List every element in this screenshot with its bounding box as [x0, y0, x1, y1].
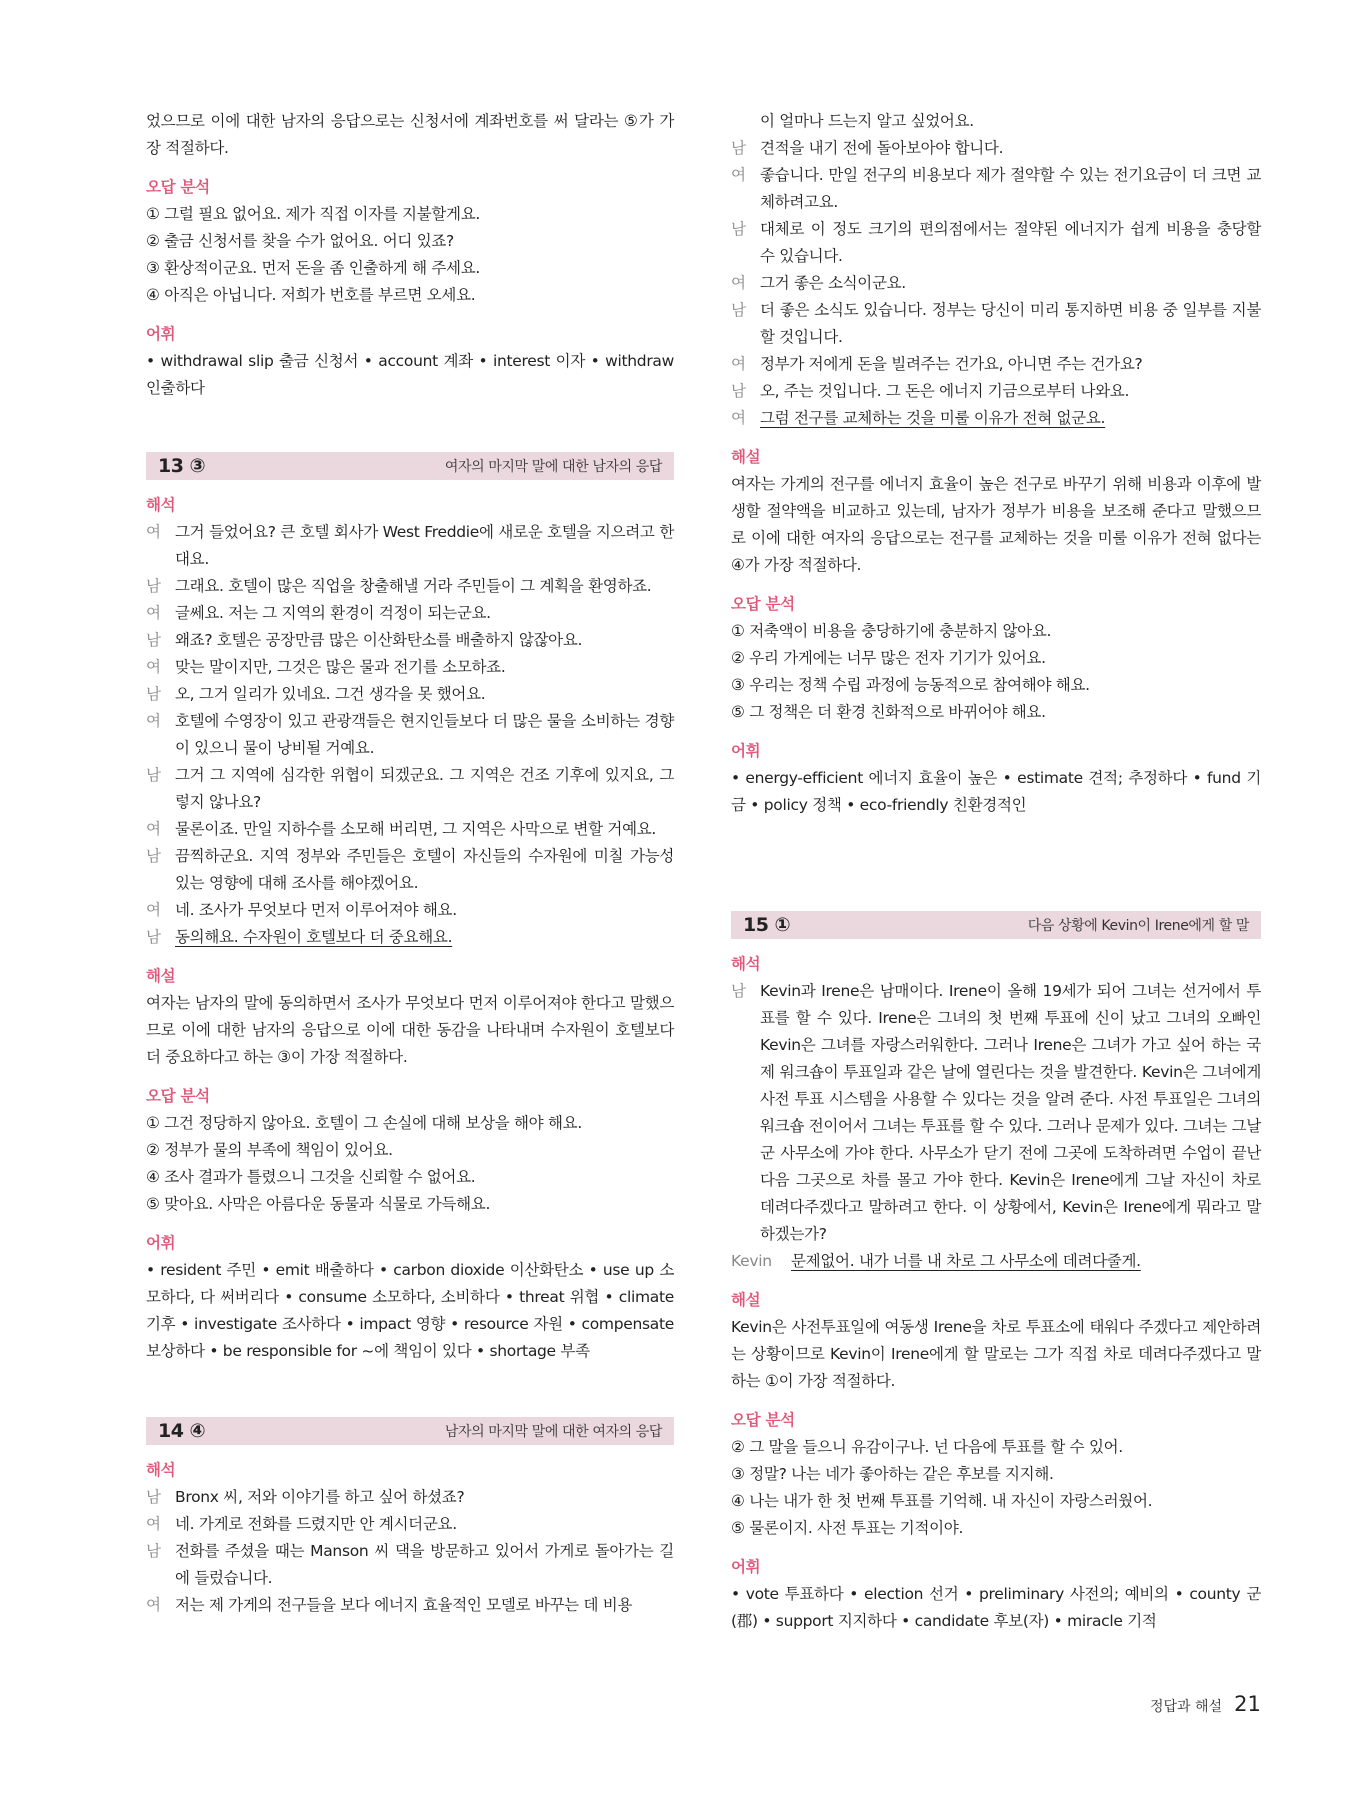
q15-vocab: • vote 투표하다 • election 선거 • preliminary 사전의; 예비의 • county 군(郡) • support 지지하다 • candidate 후보(자) • miracle 기적 — [731, 1585, 1261, 1630]
dialogue-line — [731, 108, 1261, 135]
speaker: 여 — [731, 166, 746, 184]
dialogue-line — [146, 1538, 674, 1592]
speaker: 여 — [146, 658, 161, 676]
q14-dialogue — [146, 1484, 674, 1619]
dialogue-line — [146, 762, 674, 816]
right-column — [731, 108, 1261, 1635]
dialogue-line — [146, 708, 674, 762]
speaker: 남 — [146, 847, 161, 865]
speaker: 남 — [146, 766, 161, 784]
answer-underlined: 문제없어. 내가 너를 내 차로 그 사무소에 데려다줄게. — [791, 1252, 1141, 1270]
utterance: 그거 좋은 소식이군요. — [760, 274, 906, 292]
q14-number: 14 ④ — [158, 1420, 206, 1442]
q13-wrong-2: ② 정부가 물의 부족에 책임이 있어요. — [146, 1141, 393, 1159]
q12-wrong-3: ③ 환상적이군요. 먼저 돈을 좀 인출하게 해 주세요. — [146, 259, 481, 277]
speaker: 남 — [146, 1542, 161, 1560]
q14-translation-heading: 해석 — [146, 1461, 176, 1479]
dialogue-line — [146, 843, 674, 897]
dialogue-line — [146, 816, 674, 843]
q15-wrong-3: ④ 나는 내가 한 첫 번째 투표를 기억해. 내 자신이 자랑스러웠어. — [731, 1492, 1153, 1510]
q13-vocab: • resident 주민 • emit 배출하다 • carbon dioxide 이산화탄소 • use up 소모하다, 다 써버리다 • consume 소모하다, 소비하다 • threat 위협 • climate 기후 • investigate 조사하다 • impact 영향 • resource 자원 • compensate 보상하다 • be responsible for ~에 책임이 있다 • shortage 부족 — [146, 1261, 674, 1360]
utterance: 그거 들었어요? 큰 호텔 회사가 West Freddie에 새로운 호텔을 지으려고 한대요. — [175, 523, 674, 568]
q15-number: 15 ① — [743, 914, 791, 936]
dialogue-line — [146, 600, 674, 627]
q12-vocab: • withdrawal slip 출금 신청서 • account 계좌 • interest 이자 • withdraw 인출하다 — [146, 352, 674, 397]
q13-wrong-4: ⑤ 맞아요. 사막은 아름다운 동물과 식물로 가득해요. — [146, 1195, 491, 1213]
speaker: 남 — [146, 577, 161, 595]
q14-explanation-heading: 해설 — [731, 448, 761, 466]
speaker: 남 — [146, 631, 161, 649]
speaker: 남 — [731, 382, 746, 400]
utterance: 전화를 주셨을 때는 Manson 씨 댁을 방문하고 있어서 가게로 돌아가는 길에 들렀습니다. — [175, 1542, 674, 1587]
utterance: 맞는 말이지만, 그것은 많은 물과 전기를 소모하죠. — [175, 658, 506, 676]
utterance: 오, 그거 일리가 있네요. 그건 생각을 못 했어요. — [175, 685, 486, 703]
utterance: 왜죠? 호텔은 공장만큼 많은 이산화탄소를 배출하지 않잖아요. — [175, 631, 583, 649]
speaker: 남 — [731, 139, 746, 157]
speaker: 남 — [731, 301, 746, 319]
q13-wrong-heading: 오답 분석 — [146, 1087, 210, 1105]
q15-title: 다음 상황에 Kevin이 Irene에게 할 말 — [1027, 918, 1249, 934]
q15-explanation-heading: 해설 — [731, 1291, 761, 1309]
speaker — [731, 108, 760, 135]
speaker: 여 — [146, 712, 161, 730]
answer-underlined: 동의해요. 수자원이 호텔보다 더 중요해요. — [175, 928, 453, 946]
utterance: 정부가 저에게 돈을 빌려주는 건가요, 아니면 주는 건가요? — [760, 355, 1143, 373]
utterance: Bronx 씨, 저와 이야기를 하고 싶어 하셨죠? — [175, 1488, 465, 1506]
q13-explanation: 여자는 남자의 말에 동의하면서 조사가 무엇보다 먼저 이루어져야 한다고 말했으므로 이에 대한 남자의 응답으로 이에 대한 동감을 나타내며 수자원이 호텔보다 더 중요하다고 하는 ③이 가장 적절하다. — [146, 994, 674, 1066]
q15-narration — [731, 978, 1261, 1248]
utterance: 물론이죠. 만일 지하수를 소모해 버리면, 그 지역은 사막으로 변할 거예요. — [175, 820, 657, 838]
dialogue-line — [731, 216, 1261, 270]
utterance: 이 얼마나 드는지 알고 싶었어요. — [760, 112, 974, 130]
page-number: 21 — [1234, 1692, 1261, 1716]
dialogue-line — [731, 378, 1261, 405]
speaker: 여 — [731, 274, 746, 292]
dialogue-line — [146, 654, 674, 681]
q14-title: 남자의 마지막 말에 대한 여자의 응답 — [444, 1424, 662, 1440]
dialogue-line — [731, 270, 1261, 297]
narration-text: Kevin과 Irene은 남매이다. Irene이 올해 19세가 되어 그녀는 선거에서 투표를 할 수 있다. Irene은 그녀의 첫 번째 투표에 신이 났고 그녀의 오빠인 Kevin은 그녀를 자랑스러워한다. 그러나 Irene은 그녀가 가고 싶어 하는 국제 워크숍이 투표일과 같은 날에 열린다는 것을 발견한다. Kevin은 그녀에게 사전 투표 시스템을 사용할 수 있다는 것을 알려 준다. 사전 투표일은 그녀의 워크숍 전이어서 그녀는 투표를 할 수 있다. 그러나 문제가 있다. 그녀는 그날 군 사무소에 가야 한다. 사무소가 닫기 전에 그곳에 도착하려면 수업이 끝난 다음 그곳으로 차를 몰고 가야 한다. Kevin은 Irene에게 그날 자신이 차로 데려다주겠다고 말하려고 한다. 이 상황에서, Kevin은 Irene에게 뭐라고 말하겠는가? — [760, 982, 1261, 1243]
utterance: 끔찍하군요. 지역 정부와 주민들은 호텔이 자신들의 수자원에 미칠 가능성 있는 영향에 대해 조사를 해야겠어요. — [175, 847, 674, 892]
utterance: 저는 제 가게의 전구들을 보다 에너지 효율적인 모델로 바꾸는 데 비용 — [175, 1596, 633, 1614]
speaker: 여 — [146, 820, 161, 838]
dialogue-line — [146, 681, 674, 708]
q14-header-bar — [146, 1417, 674, 1445]
q14-wrong-2: ② 우리 가게에는 너무 많은 전자 기기가 있어요. — [731, 649, 1046, 667]
utterance: 그래요. 호텔이 많은 직업을 창출해낼 거라 주민들이 그 계획을 환영하죠. — [175, 577, 652, 595]
dialogue-line — [146, 1484, 674, 1511]
q15-wrong-2: ③ 정말? 나는 네가 좋아하는 같은 후보를 지지해. — [731, 1465, 1054, 1483]
dialogue-line — [731, 135, 1261, 162]
dialogue-line — [731, 351, 1261, 378]
utterance: 대체로 이 정도 크기의 편의점에서는 절약된 에너지가 쉽게 비용을 충당할 수 있습니다. — [760, 220, 1261, 265]
q15-wrong-4: ⑤ 물론이지. 사전 투표는 기적이야. — [731, 1519, 964, 1537]
dialogue-line — [731, 162, 1261, 216]
q14-vocab-heading: 어휘 — [731, 742, 761, 760]
utterance: 호텔에 수영장이 있고 관광객들은 현지인들보다 더 많은 물을 소비하는 경향이 있으니 물이 낭비될 거예요. — [175, 712, 674, 757]
q12-wrong-2: ② 출금 신청서를 찾을 수가 없어요. 어디 있죠? — [146, 232, 454, 250]
dialogue-line — [731, 405, 1261, 432]
q14-wrong-heading: 오답 분석 — [731, 595, 795, 613]
speaker: 여 — [146, 1596, 161, 1614]
q15-wrong-heading: 오답 분석 — [731, 1411, 795, 1429]
speaker: 여 — [146, 1515, 161, 1533]
answer-underlined: 그럼 전구를 교체하는 것을 미룰 이유가 전혀 없군요. — [760, 409, 1106, 427]
q13-header-bar — [146, 452, 674, 480]
q13-wrong-1: ① 그건 정당하지 않아요. 호텔이 그 손실에 대해 보상을 해야 해요. — [146, 1114, 582, 1132]
q14-wrong-1: ① 저축액이 비용을 충당하기에 충분하지 않아요. — [731, 622, 1052, 640]
utterance: 그거 그 지역에 심각한 위협이 되겠군요. 그 지역은 건조 기후에 있지요, 그렇지 않나요? — [175, 766, 674, 811]
q15-vocab-heading: 어휘 — [731, 1558, 761, 1576]
q12-wrong-1: ① 그럴 필요 없어요. 제가 직접 이자를 지불할게요. — [146, 205, 481, 223]
utterance: 견적을 내기 전에 돌아보아야 합니다. — [760, 139, 1004, 157]
dialogue-line — [731, 297, 1261, 351]
speaker: 남 — [731, 982, 746, 1000]
dialogue-line — [146, 1592, 674, 1619]
speaker: 여 — [731, 355, 746, 373]
q13-explanation-heading: 해설 — [146, 967, 176, 985]
q15-answer-line — [731, 1248, 1261, 1275]
q14-dialogue-continued — [731, 108, 1261, 432]
utterance: 좋습니다. 만일 전구의 비용보다 제가 절약할 수 있는 전기요금이 더 크면 교체하려고요. — [760, 166, 1261, 211]
q13-vocab-heading: 어휘 — [146, 1234, 176, 1252]
q13-number: 13 ③ — [158, 455, 206, 477]
dialogue-line — [146, 573, 674, 600]
speaker: 남 — [731, 220, 746, 238]
q15-header-bar — [731, 911, 1261, 939]
page-footer — [1150, 1692, 1261, 1716]
utterance: 글쎄요. 저는 그 지역의 환경이 걱정이 되는군요. — [175, 604, 491, 622]
q14-vocab: • energy-efficient 에너지 효율이 높은 • estimate 견적; 추정하다 • fund 기금 • policy 정책 • eco-friendly 친환경적인 — [731, 769, 1261, 814]
q13-title: 여자의 마지막 말에 대한 남자의 응답 — [444, 459, 662, 475]
utterance: 네. 가게로 전화를 드렸지만 안 계시더군요. — [175, 1515, 457, 1533]
utterance: 네. 조사가 무엇보다 먼저 이루어져야 해요. — [175, 901, 457, 919]
dialogue-line — [146, 897, 674, 924]
q15-translation-heading: 해석 — [731, 955, 761, 973]
speaker: 남 — [146, 928, 161, 946]
dialogue-line — [146, 519, 674, 573]
dialogue-line — [146, 924, 674, 951]
q14-wrong-4: ⑤ 그 정책은 더 환경 친화적으로 바뀌어야 해요. — [731, 703, 1046, 721]
q15-wrong-1: ② 그 말을 들으니 유감이구나. 넌 다음에 투표를 할 수 있어. — [731, 1438, 1123, 1456]
dialogue-line — [146, 1511, 674, 1538]
speaker: 여 — [146, 523, 161, 541]
q13-translation-heading: 해석 — [146, 496, 176, 514]
speaker: 남 — [146, 685, 161, 703]
q12-vocab-heading: 어휘 — [146, 325, 176, 343]
q14-wrong-3: ③ 우리는 정책 수립 과정에 능동적으로 참여해야 해요. — [731, 676, 1090, 694]
q12-wrong-4: ④ 아직은 아닙니다. 저희가 번호를 부르면 오세요. — [146, 286, 476, 304]
utterance: 오, 주는 것입니다. 그 돈은 에너지 기금으로부터 나와요. — [760, 382, 1130, 400]
q14-explanation: 여자는 가게의 전구를 에너지 효율이 높은 전구로 바꾸기 위해 비용과 이후에 발생할 절약액을 비교하고 있는데, 남자가 정부가 비용을 보조해 준다고 말했으므로 이에 대한 여자의 응답으로는 전구를 교체하는 것을 미룰 이유가 전혀 없다는 ④가 가장 적절하다. — [731, 475, 1261, 574]
q12-wrong-heading: 오답 분석 — [146, 178, 210, 196]
speaker: 여 — [146, 604, 161, 622]
speaker: 남 — [146, 1488, 161, 1506]
speaker: 여 — [146, 901, 161, 919]
speaker: Kevin — [731, 1252, 772, 1270]
q15-explanation: Kevin은 사전투표일에 여동생 Irene을 차로 투표소에 태워다 주겠다고 제안하려는 상황이므로 Kevin이 Irene에게 할 말로는 그가 직접 차로 데려다주겠다고 말하는 ①이 가장 적절하다. — [731, 1318, 1261, 1390]
utterance: 더 좋은 소식도 있습니다. 정부는 당신이 미리 통지하면 비용 중 일부를 지불할 것입니다. — [760, 301, 1261, 346]
q12-explanation-tail: 었으므로 이에 대한 남자의 응답으로는 신청서에 계좌번호를 써 달라는 ⑤가 가장 적절하다. — [146, 112, 674, 157]
q13-wrong-3: ④ 조사 결과가 틀렸으니 그것을 신뢰할 수 없어요. — [146, 1168, 476, 1186]
footer-label: 정답과 해설 — [1150, 1699, 1223, 1715]
speaker: 여 — [731, 409, 746, 427]
q13-dialogue — [146, 519, 674, 951]
dialogue-line — [146, 627, 674, 654]
left-column — [146, 108, 674, 1619]
